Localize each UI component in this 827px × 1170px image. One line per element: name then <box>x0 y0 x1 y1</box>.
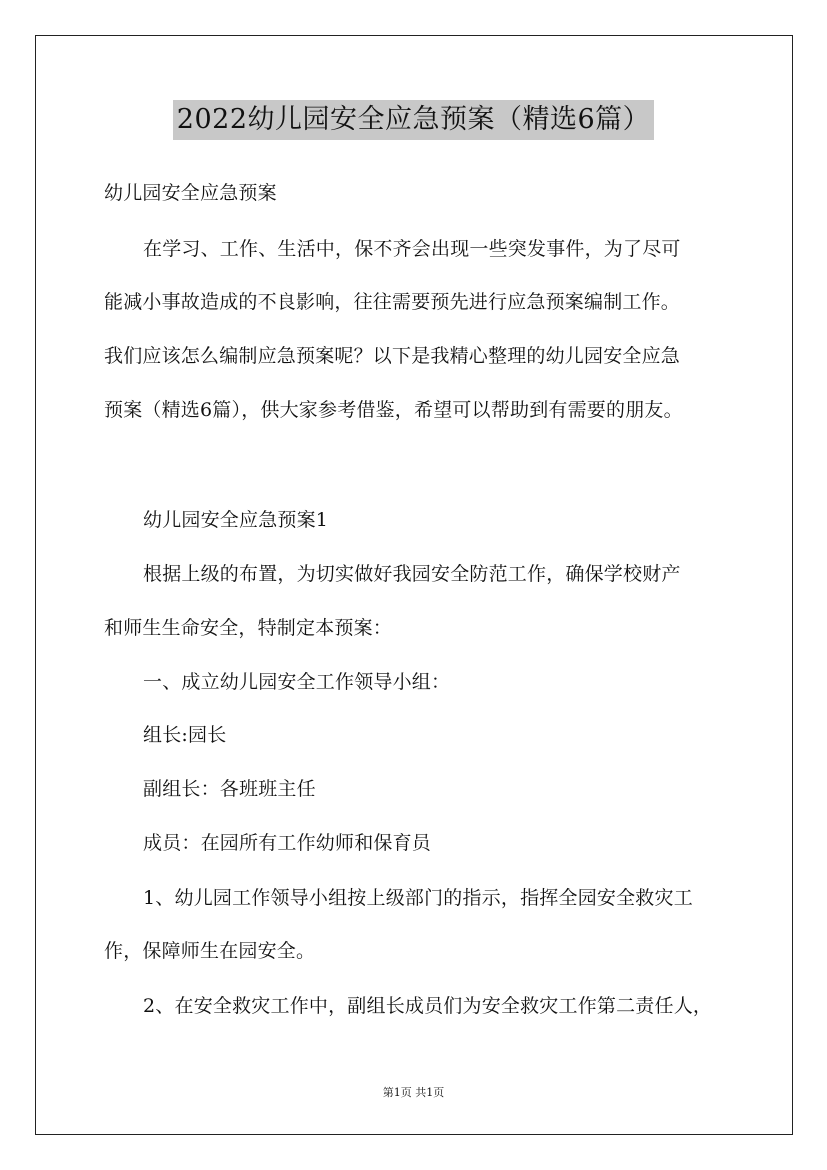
intro-line-2: 能减小事故造成的不良影响，往往需要预先进行应急预案编制工作。 <box>104 291 681 313</box>
document-title: 2022幼儿园安全应急预案（精选6篇） <box>173 100 654 140</box>
intro-line-3: 我们应该怎么编制应急预案呢？以下是我精心整理的幼儿园安全应急 <box>104 345 681 367</box>
section1-line-5: 副组长：各班班主任 <box>143 778 316 800</box>
intro-line-4: 预案（精选6篇），供大家参考借鉴，希望可以帮助到有需要的朋友。 <box>104 399 683 421</box>
document-heading: 幼儿园安全应急预案 <box>104 182 277 204</box>
section1-line-6: 成员：在园所有工作幼师和保育员 <box>143 832 432 854</box>
section1-line-1: 根据上级的布置，为切实做好我园安全防范工作，确保学校财产 <box>143 563 681 585</box>
section1-line-9: 2、在安全救灾工作中，副组长成员们为安全救灾工作第二责任人， <box>143 995 713 1017</box>
section1-line-4: 组长:园长 <box>143 724 227 746</box>
page-footer: 第1页 共1页 <box>382 1086 445 1099</box>
section1-line-3: 一、成立幼儿园安全工作领导小组： <box>143 671 451 693</box>
intro-line-1: 在学习、工作、生活中，保不齐会出现一些突发事件，为了尽可 <box>143 238 681 260</box>
section1-line-8: 作，保障师生在园安全。 <box>104 940 316 962</box>
section1-line-7: 1、幼儿园工作领导小组按上级部门的指示，指挥全园安全救灾工 <box>143 887 693 909</box>
title-container <box>0 100 827 140</box>
section1-line-2: 和师生生命安全，特制定本预案： <box>104 617 393 639</box>
section1-title: 幼儿园安全应急预案1 <box>143 509 329 531</box>
